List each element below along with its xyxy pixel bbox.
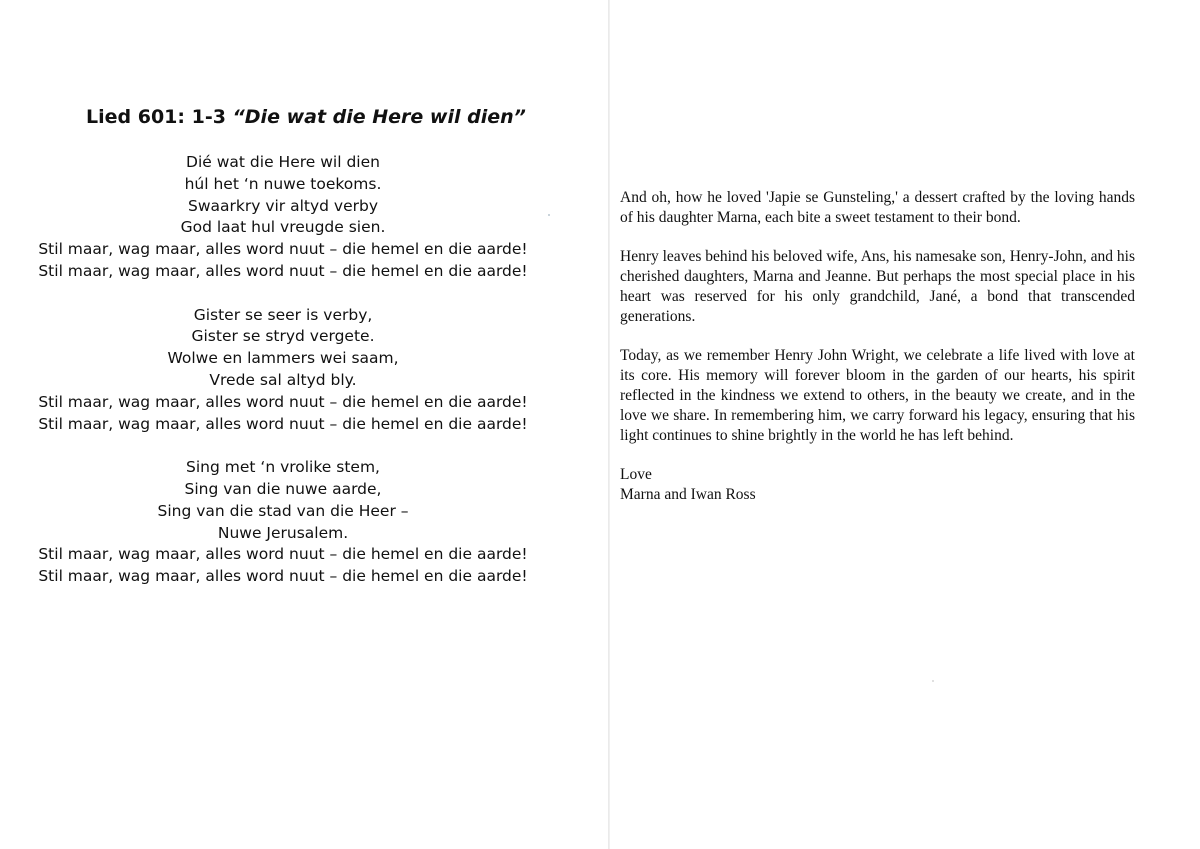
lyric-line: Vrede sal altyd bly.	[209, 370, 357, 389]
lyric-line: Gister se stryd vergete.	[191, 327, 375, 346]
closing-word: Love	[620, 466, 652, 484]
lyric-line: Sing van die stad van die Heer –	[157, 501, 409, 520]
verse-1	[0, 152, 566, 283]
lyric-line: Sing van die nuwe aarde,	[184, 479, 382, 498]
signature: Marna and Iwan Ross	[620, 485, 756, 503]
sign-off	[620, 465, 1135, 505]
hymn-name: “Die wat die Here wil dien”	[232, 106, 526, 128]
refrain-line: Stil maar, wag maar, alles word nuut – die hemel en die aarde!	[38, 414, 528, 433]
hymn-title	[86, 106, 526, 128]
lyric-line: Dié wat die Here wil dien	[186, 153, 380, 171]
verse-2	[0, 305, 566, 436]
hymn-number: Lied 601: 1-3	[86, 106, 233, 128]
lyric-line: Swaarkry vir altyd verby	[187, 196, 379, 215]
lyric-line: Sing met ‘n vrolike stem,	[186, 458, 380, 477]
tribute-paragraph: Today, as we remember Henry John Wright, we celebrate a life lived with love at its core. His memory will forever bloom in the garden of our hearts, his spirit reflected in the kindness we extend to others, in the beauty we create, and in the love we share. In remembering him, we carry forward his legacy, ensuring that his light continues to shine brightly in the world he has left behind.	[620, 347, 1135, 444]
lyric-line: God laat hul vreugde sien.	[180, 218, 386, 237]
verse-3	[0, 457, 566, 588]
lyric-line: Gister se seer is verby,	[193, 305, 373, 324]
tribute-paragraph: And oh, how he loved 'Japie se Gunsteling,' a dessert crafted by the loving hands of his daughter Marna, each bite a sweet testament to their bond.	[620, 189, 1135, 226]
tribute-paragraph: Henry leaves behind his beloved wife, Ans, his namesake son, Henry-John, and his cherished daughters, Marna and Jeanne. But perhaps the most special place in his heart was reserved for his only grandchild, Jané, a bond that transcended generations.	[620, 248, 1135, 325]
lyric-line: Wolwe en lammers wei saam,	[167, 349, 399, 368]
refrain-line: Stil maar, wag maar, alles word nuut – die hemel en die aarde!	[38, 392, 528, 411]
hymn-lyrics	[0, 152, 566, 610]
scan-speck	[932, 680, 934, 682]
lyric-line: húl het ‘n nuwe toekoms.	[184, 174, 382, 193]
refrain-line: Stil maar, wag maar, alles word nuut – die hemel en die aarde!	[38, 567, 528, 586]
refrain-line: Stil maar, wag maar, alles word nuut – die hemel en die aarde!	[38, 545, 528, 564]
lyric-line: Nuwe Jerusalem.	[217, 523, 349, 542]
refrain-line: Stil maar, wag maar, alles word nuut – die hemel en die aarde!	[38, 261, 528, 280]
refrain-line: Stil maar, wag maar, alles word nuut – die hemel en die aarde!	[38, 240, 528, 259]
scan-speck	[548, 214, 550, 216]
tribute-text	[620, 188, 1135, 525]
